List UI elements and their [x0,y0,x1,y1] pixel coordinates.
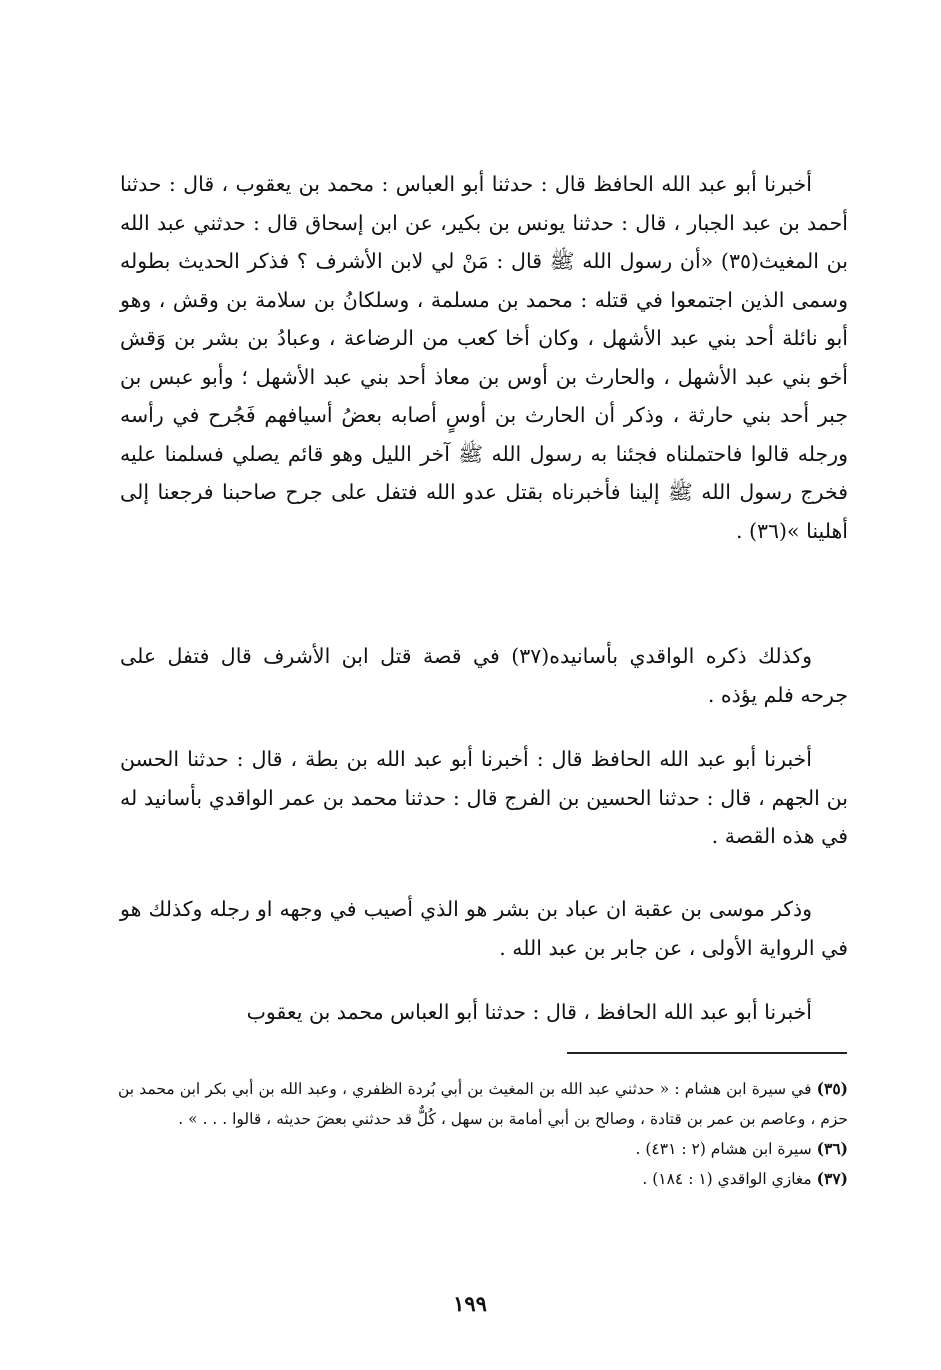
footnote-37 [118,1164,848,1194]
footnote-text: في سيرة ابن هشام : « حدثني عبد الله بن المغيث بن أبي بُردة الظفري ، وعبد الله بن أبي بكر ابن محمد بن حزم ، وعاصم بن عمر بن قتادة ، وصالح بن أبي أمامة بن سهل ، كُلٌّ قد حدثني بعضَ حديثه ، قالوا . . . » . [118,1080,848,1128]
paragraph-text: أخبرنا أبو عبد الله الحافظ قال : أخبرنا أبو عبد الله بن بطة ، قال : حدثنا الحسن بن الجهم ، قال : حدثنا الحسين بن الفرج قال : حدثنا محمد بن عمر الواقدي بأسانيد له في هذه القصة . [120,747,848,848]
paragraph-text: وذكر موسى بن عقبة ان عباد بن بشر هو الذي أصيب في وجهه او رجله وكذلك هو في الرواية الأولى ، عن جابر بن عبد الله . [120,897,848,960]
footnote-36 [118,1134,848,1164]
paragraph-text: أخبرنا أبو عبد الله الحافظ ، قال : حدثنا أبو العباس محمد بن يعقوب [246,1000,812,1024]
page-number: ١٩٩ [453,1291,487,1316]
main-text-paragraph-2 [120,637,848,714]
footnote-number: (٣٦) [816,1139,848,1158]
footnote-text: مغازي الواقدي (١ : ١٨٤) . [642,1170,812,1188]
paragraph-text: أخبرنا أبو عبد الله الحافظ قال : حدثنا أبو العباس : محمد بن يعقوب ، قال : حدثنا أحمد بن عبد الجبار ، قال : حدثنا يونس بن بكير، عن ابن إسحاق قال : حدثني عبد الله بن المغيث(٣٥) «أن رسول الله ﷺ قال : مَنْ لي لابن الأشرف ؟ فذكر الحديث بطوله وسمى الذين اجتمعوا في قتله : محمد بن مسلمة ، وسلكانُ بن سلامة بن وقش ، وهو أبو نائلة أحد بني عبد الأشهل ، وكان أخا كعب من الرضاعة ، وعبادُ بن بشر بن وَقش أخو بني عبد الأشهل ، والحارث بن أوس بن معاذ أحد بني عبد الأشهل ؛ وأبو عبس بن جبر أحد بني حارثة ، وذكر أن الحارث بن أوسٍ أصابه بعضُ أسيافهم فَجُرح في رأسه ورجله قالوا فاحتملناه فجئنا به رسول الله ﷺ آخر الليل وهو قائم يصلي فسلمنا عليه فخرج رسول الله ﷺ إلينا فأخبرناه بقتل عدو الله فتفل على جرح صاحبنا فرجعنا إلى أهلينا »(٣٦) . [120,172,848,543]
footnote-number: (٣٥) [816,1079,848,1098]
footnote-separator-rule [567,1052,847,1054]
footnote-text: سيرة ابن هشام (٢ : ٤٣١) . [635,1140,812,1158]
main-text-paragraph-5 [120,993,848,1032]
main-text-paragraph-1 [120,165,848,550]
main-text-paragraph-3 [120,740,848,856]
footnotes-section [118,1074,848,1194]
footnote-35 [118,1074,848,1134]
footnote-number: (٣٧) [816,1169,848,1188]
paragraph-text: وكذلك ذكره الواقدي بأسانيده(٣٧) في قصة قتل ابن الأشرف قال فتفل على جرحه فلم يؤذه . [120,644,848,707]
main-text-paragraph-4 [120,890,848,967]
